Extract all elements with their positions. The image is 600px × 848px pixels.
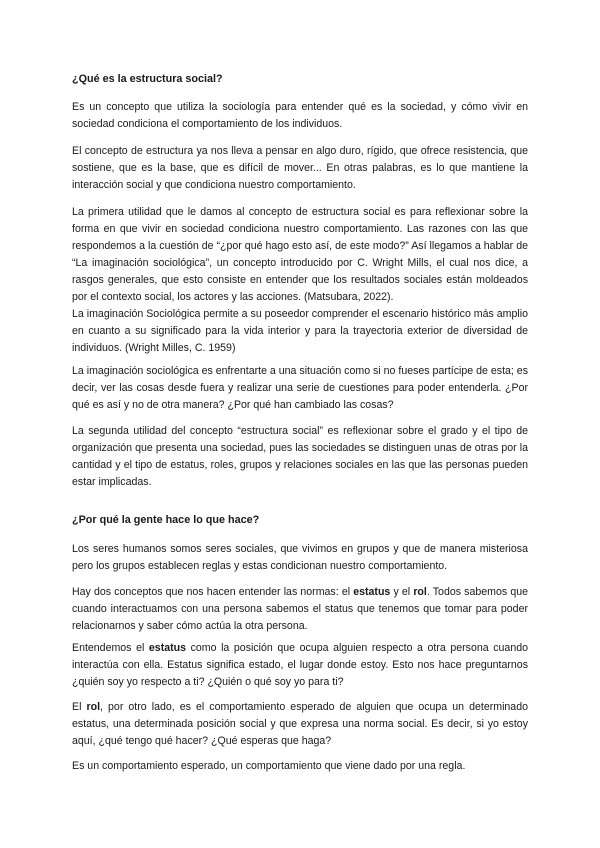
paragraph: El concepto de estructura ya nos lleva a pensar en algo duro, rígido, que ofrece resistencia, que sostiene, que es la base, que es difícil de mover... En otras palabras, es lo que mantiene la interacción social y que condiciona nuestro comportamiento. [72,145,528,191]
text-run: , por otro lado, es el comportamiento esperado de alguien que ocupa un determinado estatus, una determinada posición social y que expresa una norma social. Es decir, si yo estoy aquí, ¿qué tengo qué hacer? ¿Qué esperas que haga? [72,701,528,747]
section-heading: ¿Por qué la gente hace lo que hace? [72,514,260,526]
paragraph: La imaginación Sociológica permite a su poseedor comprender el escenario histórico más amplio en cuanto a su significado para la vida interior y para la trayectoria exterior de diversidad de individuos. (Wright Milles, C. 1959) [72,308,528,354]
section-heading: ¿Qué es la estructura social? [72,73,223,85]
text-run: Hay dos conceptos que nos hacen entender las normas: el [72,586,354,598]
paragraph: Es un comportamiento esperado, un comportamiento que viene dado por una regla. [72,760,466,772]
text-run: El [72,701,87,713]
paragraph: La segunda utilidad del concepto “estructura social” es reflexionar sobre el grado y el tipo de organización que presenta una sociedad, pues las sociedades se distinguen unas de otras por la cantidad y el tipo de estatus, roles, grupos y relaciones sociales en las que las personas pueden estar implicadas. [72,425,528,488]
paragraph: Los seres humanos somos seres sociales, que vivimos en grupos y que de manera misteriosa pero los grupos establecen reglas y estas condicionan nuestro comportamiento. [72,543,528,572]
paragraph [72,584,528,635]
paragraph: Es un concepto que utiliza la sociología para entender qué es la sociedad, y cómo vivir en sociedad condiciona el comportamiento de los individuos. [72,101,528,130]
term-rol: rol [86,701,101,713]
paragraph [72,699,528,750]
term-rol: rol [413,586,427,598]
text-run: como la posición que ocupa alguien respecto a otra persona cuando interactúa con ella. Estatus significa estado, el lugar donde estoy. Esto nos hace preguntarnos ¿quién soy yo respecto a ti? ¿Quién o qué soy yo para ti? [72,642,528,688]
text-run: y el [390,586,414,598]
term-estatus: estatus [148,642,186,654]
text-run: Entendemos el [72,642,149,654]
paragraph: La primera utilidad que le damos al concepto de estructura social es para reflexionar sobre la forma en que vivir en sociedad condiciona nuestro comportamiento. Las razones con las que respondemos a la cuestión de “¿por qué hago esto así, de este modo?” Así llegamos a hablar de “La imaginación sociológica”, un concepto introducido por C. Wright Mills, el cual nos dice, a rasgos generales, que esto consiste en entender que los resultados sociales están moldeados por el contexto social, los actores y las acciones. (Matsubara, 2022). [72,206,528,303]
text-run: . Todos sabemos que cuando interactuamos con una persona sabemos el status que tenemos que tomar para poder relacionarnos y saber cómo actúa la otra persona. [72,586,528,632]
paragraph: La imaginación sociológica es enfrentarte a una situación como si no fueses partícipe de esta; es decir, ver las cosas desde fuera y realizar una serie de cuestiones para poder entenderla. ¿Por qué es así y no de otra manera? ¿Por qué han cambiado las cosas? [72,365,528,411]
paragraph [72,640,528,691]
term-estatus: estatus [353,586,391,598]
